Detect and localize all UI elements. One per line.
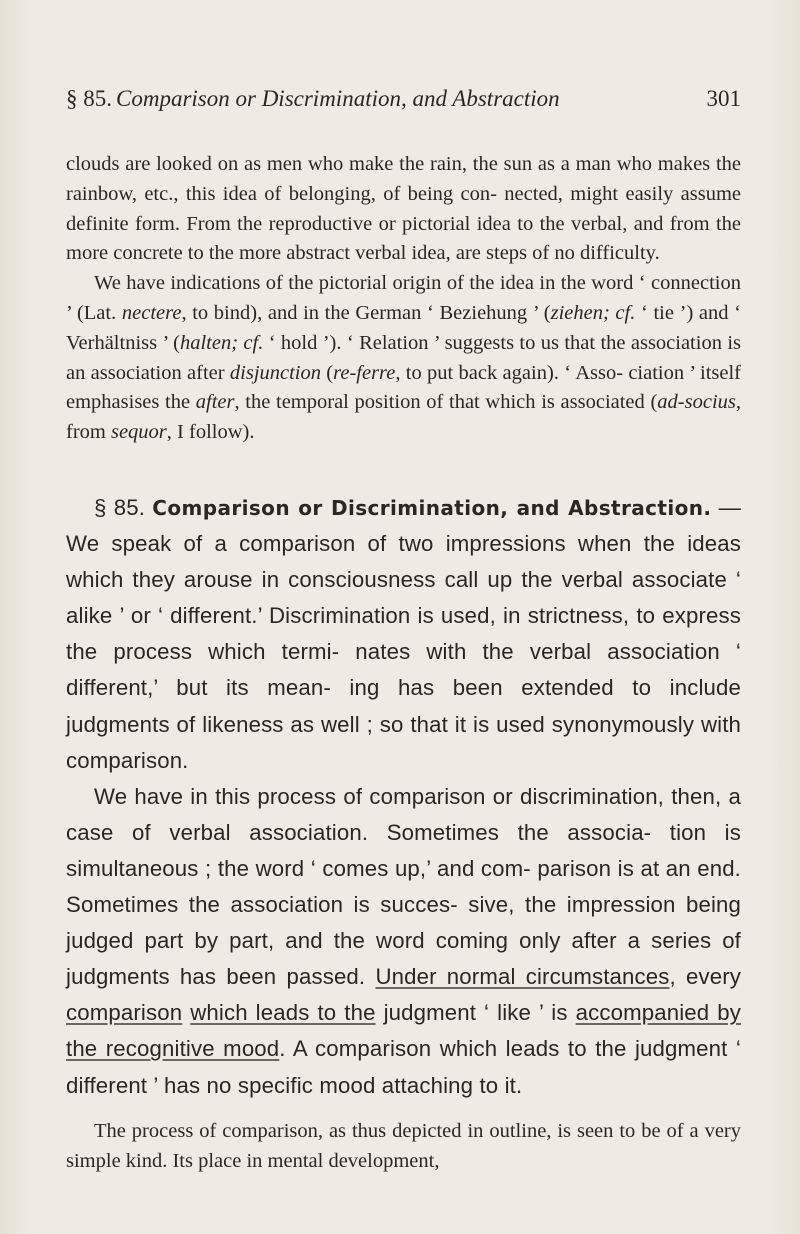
- underlined-phrase: comparison: [66, 1000, 183, 1026]
- paragraph-3: § 85. Comparison or Discrimination, and Abstraction. — We speak of a comparison of two impressions when the ideas which they arouse in consciousness call up the verbal associate ‘ alike ’ or ‘ different.’ Discrimination is used, in strictness, to express the process which termi- nates with the verbal association ‘ different,’ but its mean- ing has been extended to include judgments of likeness as well ; so that it is used synonymously with comparison.: [66, 495, 741, 773]
- header-section-mark: § 85.: [66, 86, 112, 111]
- section-heading: Comparison or Discrimination, and Abstraction.: [152, 496, 712, 520]
- paragraph-1: clouds are looked on as men who make the rain, the sun as a man who makes the rainbow, etc., this idea of belonging, of being con- nected, might easily assume definite form. From the reproductive or pictorial idea to the verbal, and from the more concrete to the more abstract verbal idea, are steps of no difficulty.: [66, 153, 741, 265]
- underlined-phrase: the recognitive mood: [66, 1036, 280, 1062]
- underlined-phrase: accompanied by: [575, 1000, 741, 1026]
- running-title: Comparison or Discrimination, and Abstraction: [116, 86, 560, 111]
- small-print-block: [66, 150, 741, 448]
- underlined-phrase: which leads to the: [190, 1000, 376, 1026]
- running-header: [66, 86, 741, 122]
- paragraph-2: We have indications of the pictorial origin of the idea in the word ‘ connection ’ (Lat. nectere, to bind), and in the German ‘ Beziehung ’ (ziehen; cf. ‘ tie ’) and ‘ Verhältniss ’ (halten; cf. ‘ hold ’). ‘ Relation ’ suggests to us that the association is an association after disjunction (re-ferre, to put back again). ‘ Asso- ciation ’ itself emphasises the after, the temporal position of that which is associated (ad-socius, from sequor, I follow).: [66, 272, 742, 444]
- paragraph-5: The process of comparison, as thus depicted in outline, is seen to be of a very simple kind. Its place in mental development,: [66, 1120, 741, 1172]
- page-number: 301: [706, 86, 741, 111]
- paragraph-4: We have in this process of comparison or discrimination, then, a case of verbal association. Sometimes the associa- tion is simultaneous ; the word ‘ comes up,’ and com- parison is at an end. Sometimes the association is succes- sive, the impression being judged part by part, and the word coming only after a series of judgments has been passed. Under normal circumstances, every comparison which leads to the judgment ‘ like ’ is accompanied by the recognitive mood. A comparison which leads to the judgment ‘ different ’ has no specific mood attaching to it.: [66, 783, 741, 1098]
- underlined-phrase: Under normal circumstances: [375, 964, 670, 990]
- section-85-mark: § 85.: [94, 495, 146, 520]
- large-print-block: [66, 490, 741, 1104]
- closing-block: [66, 1117, 741, 1176]
